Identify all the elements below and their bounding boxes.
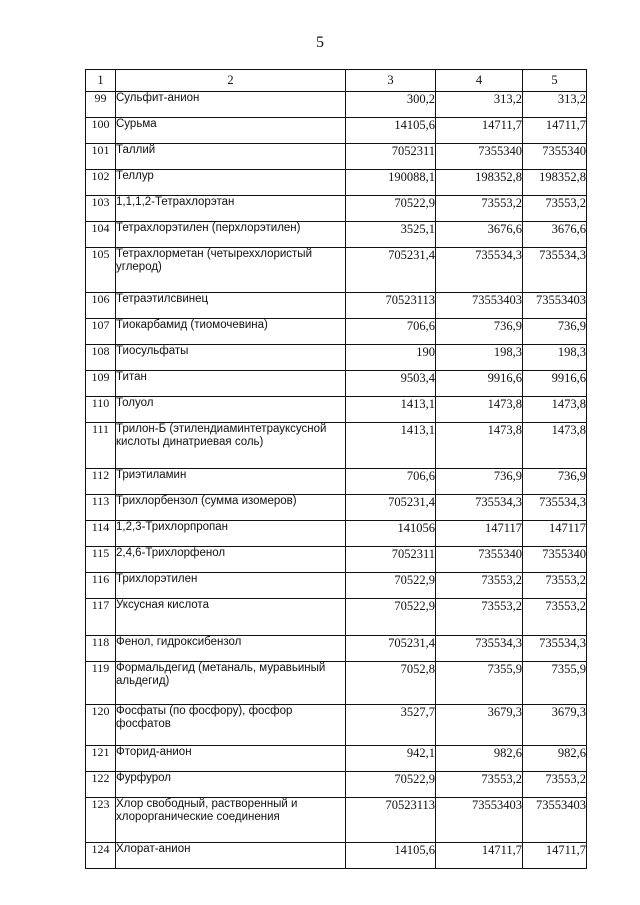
- value-col-5: 9916,6: [523, 371, 587, 397]
- row-number: 120: [86, 705, 116, 746]
- substance-name: Таллий: [116, 144, 346, 170]
- substance-name: Хлорат-анион: [116, 843, 346, 869]
- row-number: 121: [86, 746, 116, 772]
- table-row: [86, 144, 587, 170]
- table-row: [86, 319, 587, 345]
- value-col-3: 70522,9: [346, 599, 436, 636]
- value-col-3: 706,6: [346, 469, 436, 495]
- substance-name: Трилон-Б (этилендиаминтетрауксусной кислоты динатриевая соль): [116, 423, 346, 469]
- row-number: 116: [86, 573, 116, 599]
- value-col-5: 73553,2: [523, 196, 587, 222]
- substance-name: 2,4,6-Трихлорфенол: [116, 547, 346, 573]
- value-col-5: 982,6: [523, 746, 587, 772]
- row-number: 123: [86, 798, 116, 843]
- value-col-3: 70522,9: [346, 573, 436, 599]
- value-col-4: 198352,8: [436, 170, 523, 196]
- substance-name: 1,2,3-Трихлорпропан: [116, 521, 346, 547]
- value-col-4: 73553403: [436, 293, 523, 319]
- value-col-4: 73553403: [436, 798, 523, 843]
- value-col-4: 736,9: [436, 469, 523, 495]
- row-number: 110: [86, 397, 116, 423]
- value-col-5: 1473,8: [523, 423, 587, 469]
- row-number: 118: [86, 636, 116, 662]
- row-number: 105: [86, 248, 116, 293]
- value-col-5: 198352,8: [523, 170, 587, 196]
- substance-name: Фторид-анион: [116, 746, 346, 772]
- column-header-1: 1: [86, 70, 116, 92]
- row-number: 100: [86, 118, 116, 144]
- value-col-3: 70523113: [346, 798, 436, 843]
- substance-name: Фосфаты (по фосфору), фосфор фосфатов: [116, 705, 346, 746]
- value-col-5: 73553,2: [523, 573, 587, 599]
- value-col-3: 942,1: [346, 746, 436, 772]
- value-col-4: 7355340: [436, 144, 523, 170]
- substance-name: Сурьма: [116, 118, 346, 144]
- row-number: 104: [86, 222, 116, 248]
- value-col-4: 982,6: [436, 746, 523, 772]
- value-col-5: 313,2: [523, 92, 587, 118]
- row-number: 106: [86, 293, 116, 319]
- value-col-4: 3679,3: [436, 705, 523, 746]
- row-number: 103: [86, 196, 116, 222]
- value-col-3: 705231,4: [346, 248, 436, 293]
- table-header-row: [86, 70, 587, 92]
- substance-name: Тетраэтилсвинец: [116, 293, 346, 319]
- row-number: 107: [86, 319, 116, 345]
- value-col-3: 3525,1: [346, 222, 436, 248]
- row-number: 119: [86, 662, 116, 705]
- value-col-5: 73553403: [523, 293, 587, 319]
- row-number: 113: [86, 495, 116, 521]
- table-row: [86, 662, 587, 705]
- substance-name: Трихлорэтилен: [116, 573, 346, 599]
- row-number: 115: [86, 547, 116, 573]
- table-row: [86, 469, 587, 495]
- value-col-4: 14711,7: [436, 843, 523, 869]
- row-number: 109: [86, 371, 116, 397]
- value-col-4: 1473,8: [436, 423, 523, 469]
- substance-name: Титан: [116, 371, 346, 397]
- value-col-3: 190: [346, 345, 436, 371]
- value-col-4: 73553,2: [436, 573, 523, 599]
- value-col-4: 1473,8: [436, 397, 523, 423]
- table-row: [86, 222, 587, 248]
- value-col-5: 14711,7: [523, 843, 587, 869]
- value-col-3: 3527,7: [346, 705, 436, 746]
- substance-name: Формальдегид (метаналь, муравьиный альдегид): [116, 662, 346, 705]
- substance-name: Фурфурол: [116, 772, 346, 798]
- value-col-5: 7355340: [523, 144, 587, 170]
- column-header-2: 2: [116, 70, 346, 92]
- row-number: 111: [86, 423, 116, 469]
- value-col-3: 7052311: [346, 144, 436, 170]
- row-number: 124: [86, 843, 116, 869]
- value-col-5: 736,9: [523, 319, 587, 345]
- value-col-5: 735534,3: [523, 495, 587, 521]
- substance-name: Хлор свободный, растворенный и хлорорганические соединения: [116, 798, 346, 843]
- value-col-5: 736,9: [523, 469, 587, 495]
- value-col-4: 73553,2: [436, 196, 523, 222]
- value-col-5: 735534,3: [523, 248, 587, 293]
- value-col-4: 9916,6: [436, 371, 523, 397]
- row-number: 102: [86, 170, 116, 196]
- value-col-3: 7052311: [346, 547, 436, 573]
- value-col-3: 705231,4: [346, 636, 436, 662]
- table-row: [86, 772, 587, 798]
- value-col-5: 7355,9: [523, 662, 587, 705]
- table-row: [86, 170, 587, 196]
- substance-name: Трихлорбензол (сумма изомеров): [116, 495, 346, 521]
- value-col-5: 73553,2: [523, 599, 587, 636]
- substance-name: Толуол: [116, 397, 346, 423]
- row-number: 114: [86, 521, 116, 547]
- value-col-4: 7355,9: [436, 662, 523, 705]
- substance-name: Уксусная кислота: [116, 599, 346, 636]
- row-number: 112: [86, 469, 116, 495]
- value-col-3: 190088,1: [346, 170, 436, 196]
- value-col-5: 147117: [523, 521, 587, 547]
- value-col-5: 198,3: [523, 345, 587, 371]
- value-col-3: 7052,8: [346, 662, 436, 705]
- table-row: [86, 705, 587, 746]
- value-col-5: 14711,7: [523, 118, 587, 144]
- column-header-4: 4: [436, 70, 523, 92]
- value-col-3: 70522,9: [346, 196, 436, 222]
- table-row: [86, 92, 587, 118]
- value-col-4: 73553,2: [436, 599, 523, 636]
- value-col-4: 14711,7: [436, 118, 523, 144]
- value-col-3: 14105,6: [346, 843, 436, 869]
- table-row: [86, 573, 587, 599]
- substance-name: Теллур: [116, 170, 346, 196]
- value-col-4: 736,9: [436, 319, 523, 345]
- value-col-5: 7355340: [523, 547, 587, 573]
- table-row: [86, 746, 587, 772]
- value-col-5: 73553,2: [523, 772, 587, 798]
- substances-table: [85, 69, 587, 869]
- value-col-3: 706,6: [346, 319, 436, 345]
- value-col-4: 735534,3: [436, 495, 523, 521]
- value-col-3: 141056: [346, 521, 436, 547]
- table-row: [86, 345, 587, 371]
- table-row: [86, 798, 587, 843]
- value-col-4: 7355340: [436, 547, 523, 573]
- value-col-4: 735534,3: [436, 248, 523, 293]
- value-col-5: 1473,8: [523, 397, 587, 423]
- table-row: [86, 599, 587, 636]
- table-row: [86, 293, 587, 319]
- table-row: [86, 397, 587, 423]
- substance-name: Триэтиламин: [116, 469, 346, 495]
- value-col-5: 3676,6: [523, 222, 587, 248]
- value-col-3: 1413,1: [346, 423, 436, 469]
- value-col-5: 73553403: [523, 798, 587, 843]
- table-row: [86, 495, 587, 521]
- substance-name: Фенол, гидроксибензол: [116, 636, 346, 662]
- table-row: [86, 423, 587, 469]
- table-row: [86, 248, 587, 293]
- value-col-5: 735534,3: [523, 636, 587, 662]
- substance-name: 1,1,1,2-Тетрахлорэтан: [116, 196, 346, 222]
- row-number: 117: [86, 599, 116, 636]
- value-col-3: 70523113: [346, 293, 436, 319]
- value-col-4: 73553,2: [436, 772, 523, 798]
- table-row: [86, 843, 587, 869]
- value-col-4: 313,2: [436, 92, 523, 118]
- value-col-3: 300,2: [346, 92, 436, 118]
- substance-name: Тиокарбамид (тиомочевина): [116, 319, 346, 345]
- table-row: [86, 196, 587, 222]
- value-col-3: 705231,4: [346, 495, 436, 521]
- column-header-5: 5: [523, 70, 587, 92]
- value-col-3: 70522,9: [346, 772, 436, 798]
- column-header-3: 3: [346, 70, 436, 92]
- row-number: 101: [86, 144, 116, 170]
- row-number: 99: [86, 92, 116, 118]
- value-col-3: 14105,6: [346, 118, 436, 144]
- table-row: [86, 371, 587, 397]
- value-col-4: 147117: [436, 521, 523, 547]
- value-col-4: 3676,6: [436, 222, 523, 248]
- table-row: [86, 521, 587, 547]
- page-number: 5: [316, 34, 324, 51]
- substance-name: Сульфит-анион: [116, 92, 346, 118]
- row-number: 122: [86, 772, 116, 798]
- table-row: [86, 547, 587, 573]
- value-col-4: 735534,3: [436, 636, 523, 662]
- substance-name: Тиосульфаты: [116, 345, 346, 371]
- substance-name: Тетрахлорэтилен (перхлорэтилен): [116, 222, 346, 248]
- value-col-5: 3679,3: [523, 705, 587, 746]
- row-number: 108: [86, 345, 116, 371]
- value-col-4: 198,3: [436, 345, 523, 371]
- value-col-3: 9503,4: [346, 371, 436, 397]
- table-row: [86, 636, 587, 662]
- substance-name: Тетрахлорметан (четыреххлористый углерод): [116, 248, 346, 293]
- value-col-3: 1413,1: [346, 397, 436, 423]
- table-row: [86, 118, 587, 144]
